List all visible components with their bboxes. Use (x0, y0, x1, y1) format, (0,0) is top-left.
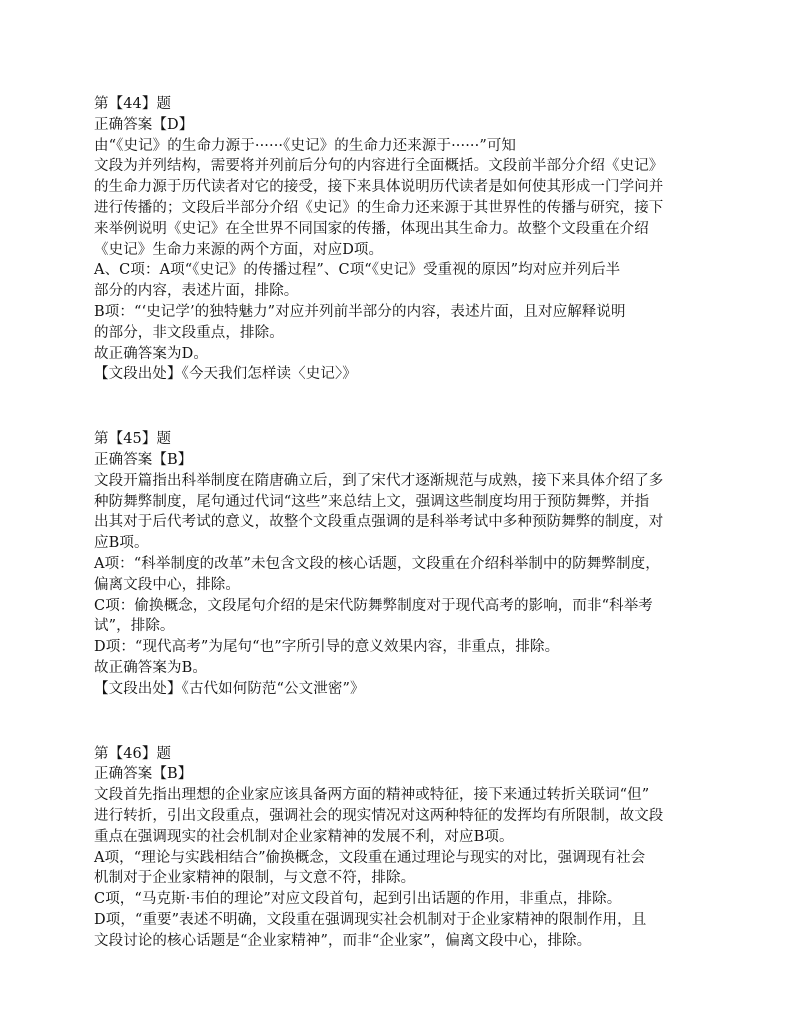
option-analysis-line: B项：“‘史记学’的独特魅力”对应并列前半部分的内容，表述片面，且对应解释说明 (94, 303, 626, 320)
question-44 (94, 94, 734, 385)
source-line: 【文段出处】《今天我们怎样读〈史记〉》 (94, 366, 357, 383)
question-heading: 第【45】题 (94, 431, 172, 448)
document-page (94, 94, 734, 951)
option-analysis-line: 偏离文段中心，排除。 (94, 576, 240, 593)
question-45 (94, 429, 734, 699)
option-analysis-line: A、C项：A项“《史记》的传播过程”、C项“《史记》受重视的原因”均对应并列后半 (94, 262, 621, 279)
correct-answer: 正确答案【D】 (94, 116, 194, 133)
option-analysis-line: 部分的内容，表述片面，排除。 (94, 283, 299, 300)
question-heading: 第【46】题 (94, 745, 172, 762)
option-analysis-line: A项，“理论与实践相结合”偷换概念，文段重在通过理论与现实的对比，强调现有社会 (94, 849, 646, 866)
question-heading: 第【44】题 (94, 96, 172, 112)
option-analysis-line: C项，“马克斯·韦伯的理论”对应文段首句，起到引出话题的作用，非重点，排除。 (94, 891, 622, 908)
option-analysis-line: 机制对于企业家精神的限制，与文意不符，排除。 (94, 870, 416, 887)
option-analysis-line: A项：“科举制度的改革”未包含文段的核心话题，文段重在介绍科举制中的防舞弊制度， (94, 555, 660, 572)
conclusion-line: 故正确答案为D。 (94, 345, 208, 362)
explanation-line: 进行传播的；文段后半部分介绍《史记》的生命力还来源于其世界性的传播与研究，接下 (94, 199, 664, 216)
explanation-line: 文段首先指出理想的企业家应该具备两方面的精神或特征，接下来通过转折关联词“但” (94, 787, 650, 804)
explanation-line: 种防舞弊制度，尾句通过代词“这些”来总结上文，强调这些制度均用于预防舞弊，并指 (94, 493, 650, 510)
correct-answer: 正确答案【B】 (94, 766, 193, 783)
option-analysis-line: 文段讨论的核心话题是“企业家精神”，而非“企业家”，偏离文段中心，排除。 (94, 932, 592, 949)
explanation-line: 应B项。 (94, 535, 149, 552)
explanation-line: 出其对于后代考试的意义，故整个文段重点强调的是科举考试中多种预防舞弊的制度，对 (94, 514, 664, 531)
correct-answer: 正确答案【B】 (94, 451, 193, 468)
explanation-line: 的生命力源于历代读者对它的接受，接下来具体说明历代读者是如何使其形成一门学问并 (94, 179, 664, 196)
explanation-line: 来举例说明《史记》在全世界不同国家的传播，体现出其生命力。故整个文段重在介绍 (94, 220, 649, 237)
conclusion-line: 故正确答案为B。 (94, 659, 207, 676)
question-46 (94, 744, 734, 952)
option-analysis-line: D项：“现代高考”为尾句“也”字所引导的意义效果内容，非重点，排除。 (94, 639, 560, 656)
explanation-line: 文段为并列结构，需要将并列前后分句的内容进行全面概括。文段前半部分介绍《史记》 (94, 158, 664, 175)
explanation-line: 进行转折，引出文段重点，强调社会的现实情况对这两种特征的发挥均有所限制，故文段 (94, 807, 664, 824)
explanation-line: 《史记》生命力来源的两个方面，对应D项。 (94, 241, 384, 258)
option-analysis-line: C项：偷换概念，文段尾句介绍的是宋代防舞弊制度对于现代高考的影响，而非“科举考 (94, 597, 653, 614)
explanation-line: 由“《史记》的生命力源于······《史记》的生命力还来源于······”可知 (94, 137, 517, 154)
option-analysis-line: 试”，排除。 (94, 618, 175, 635)
option-analysis-line: 的部分，非文段重点，排除。 (94, 324, 284, 341)
explanation-line: 文段开篇指出科举制度在隋唐确立后，到了宋代才逐渐规范与成熟，接下来具体介绍了多 (94, 472, 664, 489)
source-line: 【文段出处】《古代如何防范“公文泄密”》 (94, 680, 365, 697)
explanation-line: 重点在强调现实的社会机制对企业家精神的发展不利，对应B项。 (94, 828, 514, 845)
option-analysis-line: D项，“重要”表述不明确，文段重在强调现实社会机制对于企业家精神的限制作用，且 (94, 911, 647, 928)
